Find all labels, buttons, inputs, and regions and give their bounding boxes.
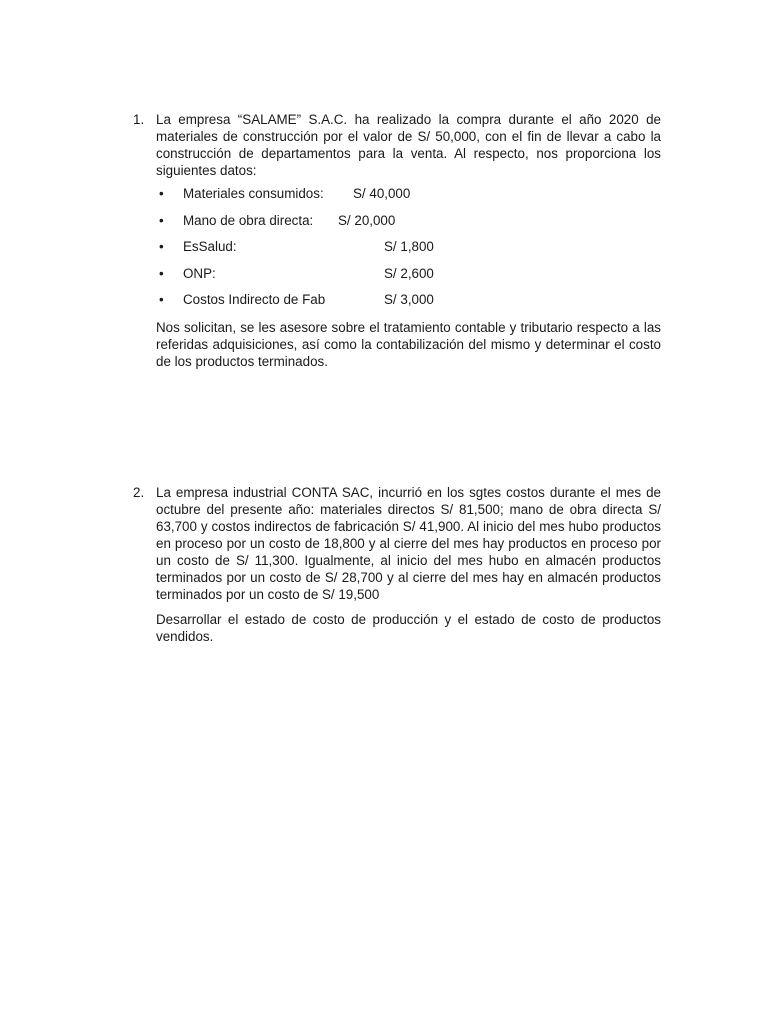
data-list bbox=[156, 185, 661, 318]
item-amount: S/ 20,000 bbox=[338, 212, 396, 228]
item-amount: S/ 40,000 bbox=[353, 186, 411, 201]
item-amount: S/ 2,600 bbox=[384, 265, 434, 281]
bullet-icon: • bbox=[159, 265, 164, 281]
list-item bbox=[156, 212, 661, 239]
problem-1 bbox=[133, 111, 661, 370]
problem-statement: La empresa industrial CONTA SAC, incurrió en los sgtes costos durante el mes de octubre del presente año: materiales directos S/ 81,500; mano de obra directa S/ 63,700 y costos indirectos de fabricación S/ 41,900. Al inicio del mes hubo productos en proceso por un costo de 18,800 y al cierre del mes hay productos en proceso por un costo de S/ 11,300. Igualmente, al inicio del mes hubo en almacén productos terminados por un costo de S/ 28,700 y al cierre del mes hay en almacén productos terminados por un costo de S/ 19,500 bbox=[156, 485, 661, 602]
item-label: EsSalud: bbox=[183, 239, 237, 254]
bullet-icon: • bbox=[159, 212, 164, 228]
item-amount: S/ 3,000 bbox=[384, 292, 434, 307]
problem-request: Nos solicitan, se les asesore sobre el tratamiento contable y tributario respecto a las referidas adquisiciones, así como la contabilización del mismo y determinar el costo de los productos terminados. bbox=[156, 319, 661, 369]
problem-body bbox=[156, 111, 661, 370]
problem-request: Desarrollar el estado de costo de producción y el estado de costo de productos vendidos. bbox=[156, 612, 661, 644]
item-label: Costos Indirecto de Fab bbox=[183, 292, 326, 307]
list-item bbox=[156, 238, 661, 265]
bullet-icon: • bbox=[159, 292, 164, 307]
item-label: Mano de obra directa: bbox=[183, 212, 314, 228]
item-label: ONP: bbox=[183, 265, 216, 281]
problem-body bbox=[156, 484, 661, 645]
bullet-icon: • bbox=[159, 186, 164, 201]
problem-number: 2. bbox=[133, 485, 145, 500]
bullet-icon: • bbox=[159, 239, 164, 254]
problem-number: 1. bbox=[133, 112, 145, 127]
item-label: Materiales consumidos: bbox=[183, 186, 324, 201]
list-item bbox=[156, 185, 661, 212]
problem-intro: La empresa “SALAME” S.A.C. ha realizado la compra durante el año 2020 de materiales de construcción por el valor de S/ 50,000, con el fin de llevar a cabo la construcción de departamentos para la venta. Al respecto, nos proporciona los siguientes datos: bbox=[156, 112, 661, 178]
list-item bbox=[156, 265, 661, 292]
item-amount: S/ 1,800 bbox=[384, 239, 434, 254]
problem-2 bbox=[133, 484, 661, 645]
list-item bbox=[156, 291, 661, 318]
